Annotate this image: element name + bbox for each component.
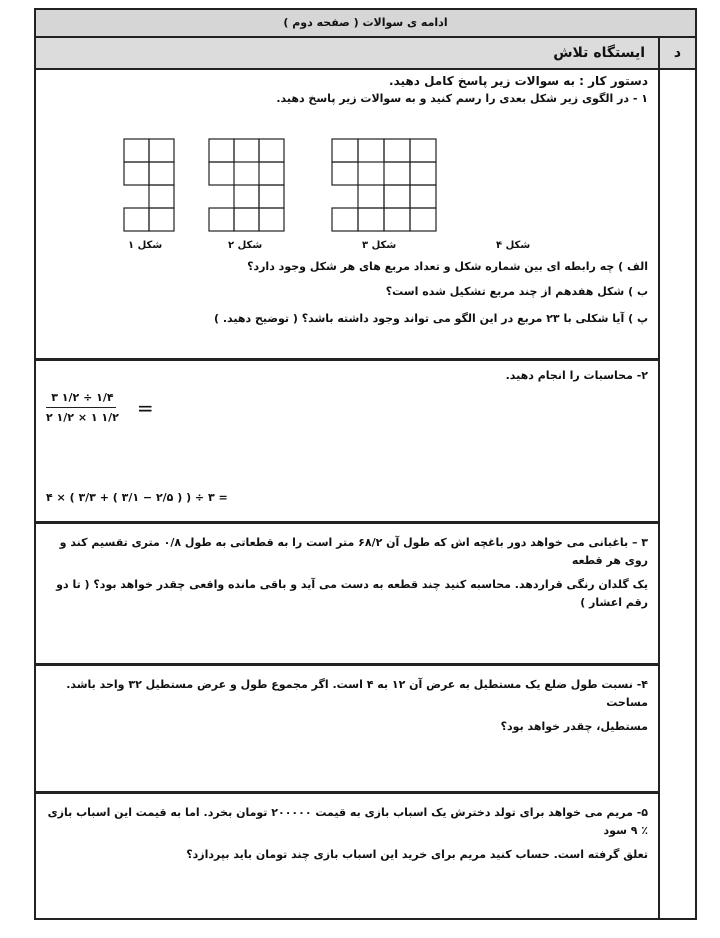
fraction-expression — [46, 391, 154, 424]
question-3-line-2: یک گلدان رنگی قراردهد. محاسبه کنید چند قطعه به دست می آید و باقی مانده واقعی چقدر خواهد بود؟ ( تا دو رقم اعشار ) — [56, 578, 648, 609]
question-5-line-2: تعلق گرفته است. حساب کنید مریم برای خرید این اسباب بازی چند تومان باید بپردازد؟ — [186, 848, 648, 861]
question-4 — [36, 663, 658, 791]
question-2 — [36, 358, 658, 521]
figure-2-label: شکل ۲ — [228, 240, 263, 251]
question-5 — [36, 791, 658, 920]
question-1-part-b: ب ) شکل هفدهم از چند مربع تشکیل شده است؟ — [385, 285, 648, 298]
figure-3-label: شکل ۳ — [362, 240, 397, 251]
figure-1-grid — [124, 139, 174, 231]
question-1-part-a: الف ) چه رابطه ای بین شماره شکل و تعداد مربع های هر شکل وجود دارد؟ — [247, 260, 648, 273]
section-letter: د — [658, 38, 695, 68]
figure-3-grid — [332, 139, 436, 231]
expression-2: ۴ × ( ۳/۳ + ( ۳/۱ − ۲/۵ ) ) ÷ ۳ = — [46, 491, 228, 504]
figure-1-label: شکل ۱ — [128, 240, 163, 251]
pattern-grid-svg — [36, 138, 676, 238]
question-4-line-2: مستطیل، چقدر خواهد بود؟ — [500, 720, 648, 733]
fraction-numerator: ۳ ۱/۲ ÷ ۱/۴ — [51, 391, 114, 404]
fraction-denominator: ۲ ۱/۲ × ۱ ۱/۲ — [46, 411, 119, 424]
question-1-part-c: پ ) آیا شکلی با ۲۳ مربع در این الگو می تواند وجود داشته باشد؟ ( توضیح دهید. ) — [213, 312, 648, 325]
question-5-line-1: ۵- مریم می خواهد برای تولد دخترش یک اسباب بازی به قیمت ۲۰۰۰۰۰ تومان بخرد. اما به قیمت این اسباب بازی ٪ ۹ سود — [47, 806, 648, 837]
worksheet-frame — [34, 8, 697, 920]
page-header: ادامه ی سوالات ( صفحه دوم ) — [36, 10, 695, 38]
figure-4-label: شکل ۴ — [496, 240, 531, 251]
question-3-line-1: ۳ – باغبانی می خواهد دور باغچه اش که طول آن ۶۸/۲ متر است را به قطعاتی به طول ۰/۸ متری تقسیم کند و روی هر قطعه — [59, 536, 648, 567]
question-3 — [36, 521, 658, 663]
question-4-line-1: ۴- نسبت طول ضلع یک مستطیل به عرض آن ۱۲ به ۴ است. اگر مجموع طول و عرض مستطیل ۳۲ واحد باشد. مساحت — [66, 678, 648, 709]
question-2-prompt: ۲- محاسبات را انجام دهید. — [505, 369, 648, 382]
question-1 — [36, 70, 658, 356]
equals-sign: = — [136, 395, 154, 420]
section-title: ایستگاه تلاش — [553, 45, 645, 61]
section-bar — [36, 38, 695, 70]
instruction-text: دستور کار : به سوالات زیر پاسخ کامل دهید. — [389, 74, 648, 88]
pattern-figures — [36, 138, 676, 251]
figure-2-grid — [209, 139, 284, 231]
question-1-prompt: ۱ - در الگوی زیر شکل بعدی را رسم کنید و به سوالات زیر پاسخ دهید. — [276, 92, 648, 105]
